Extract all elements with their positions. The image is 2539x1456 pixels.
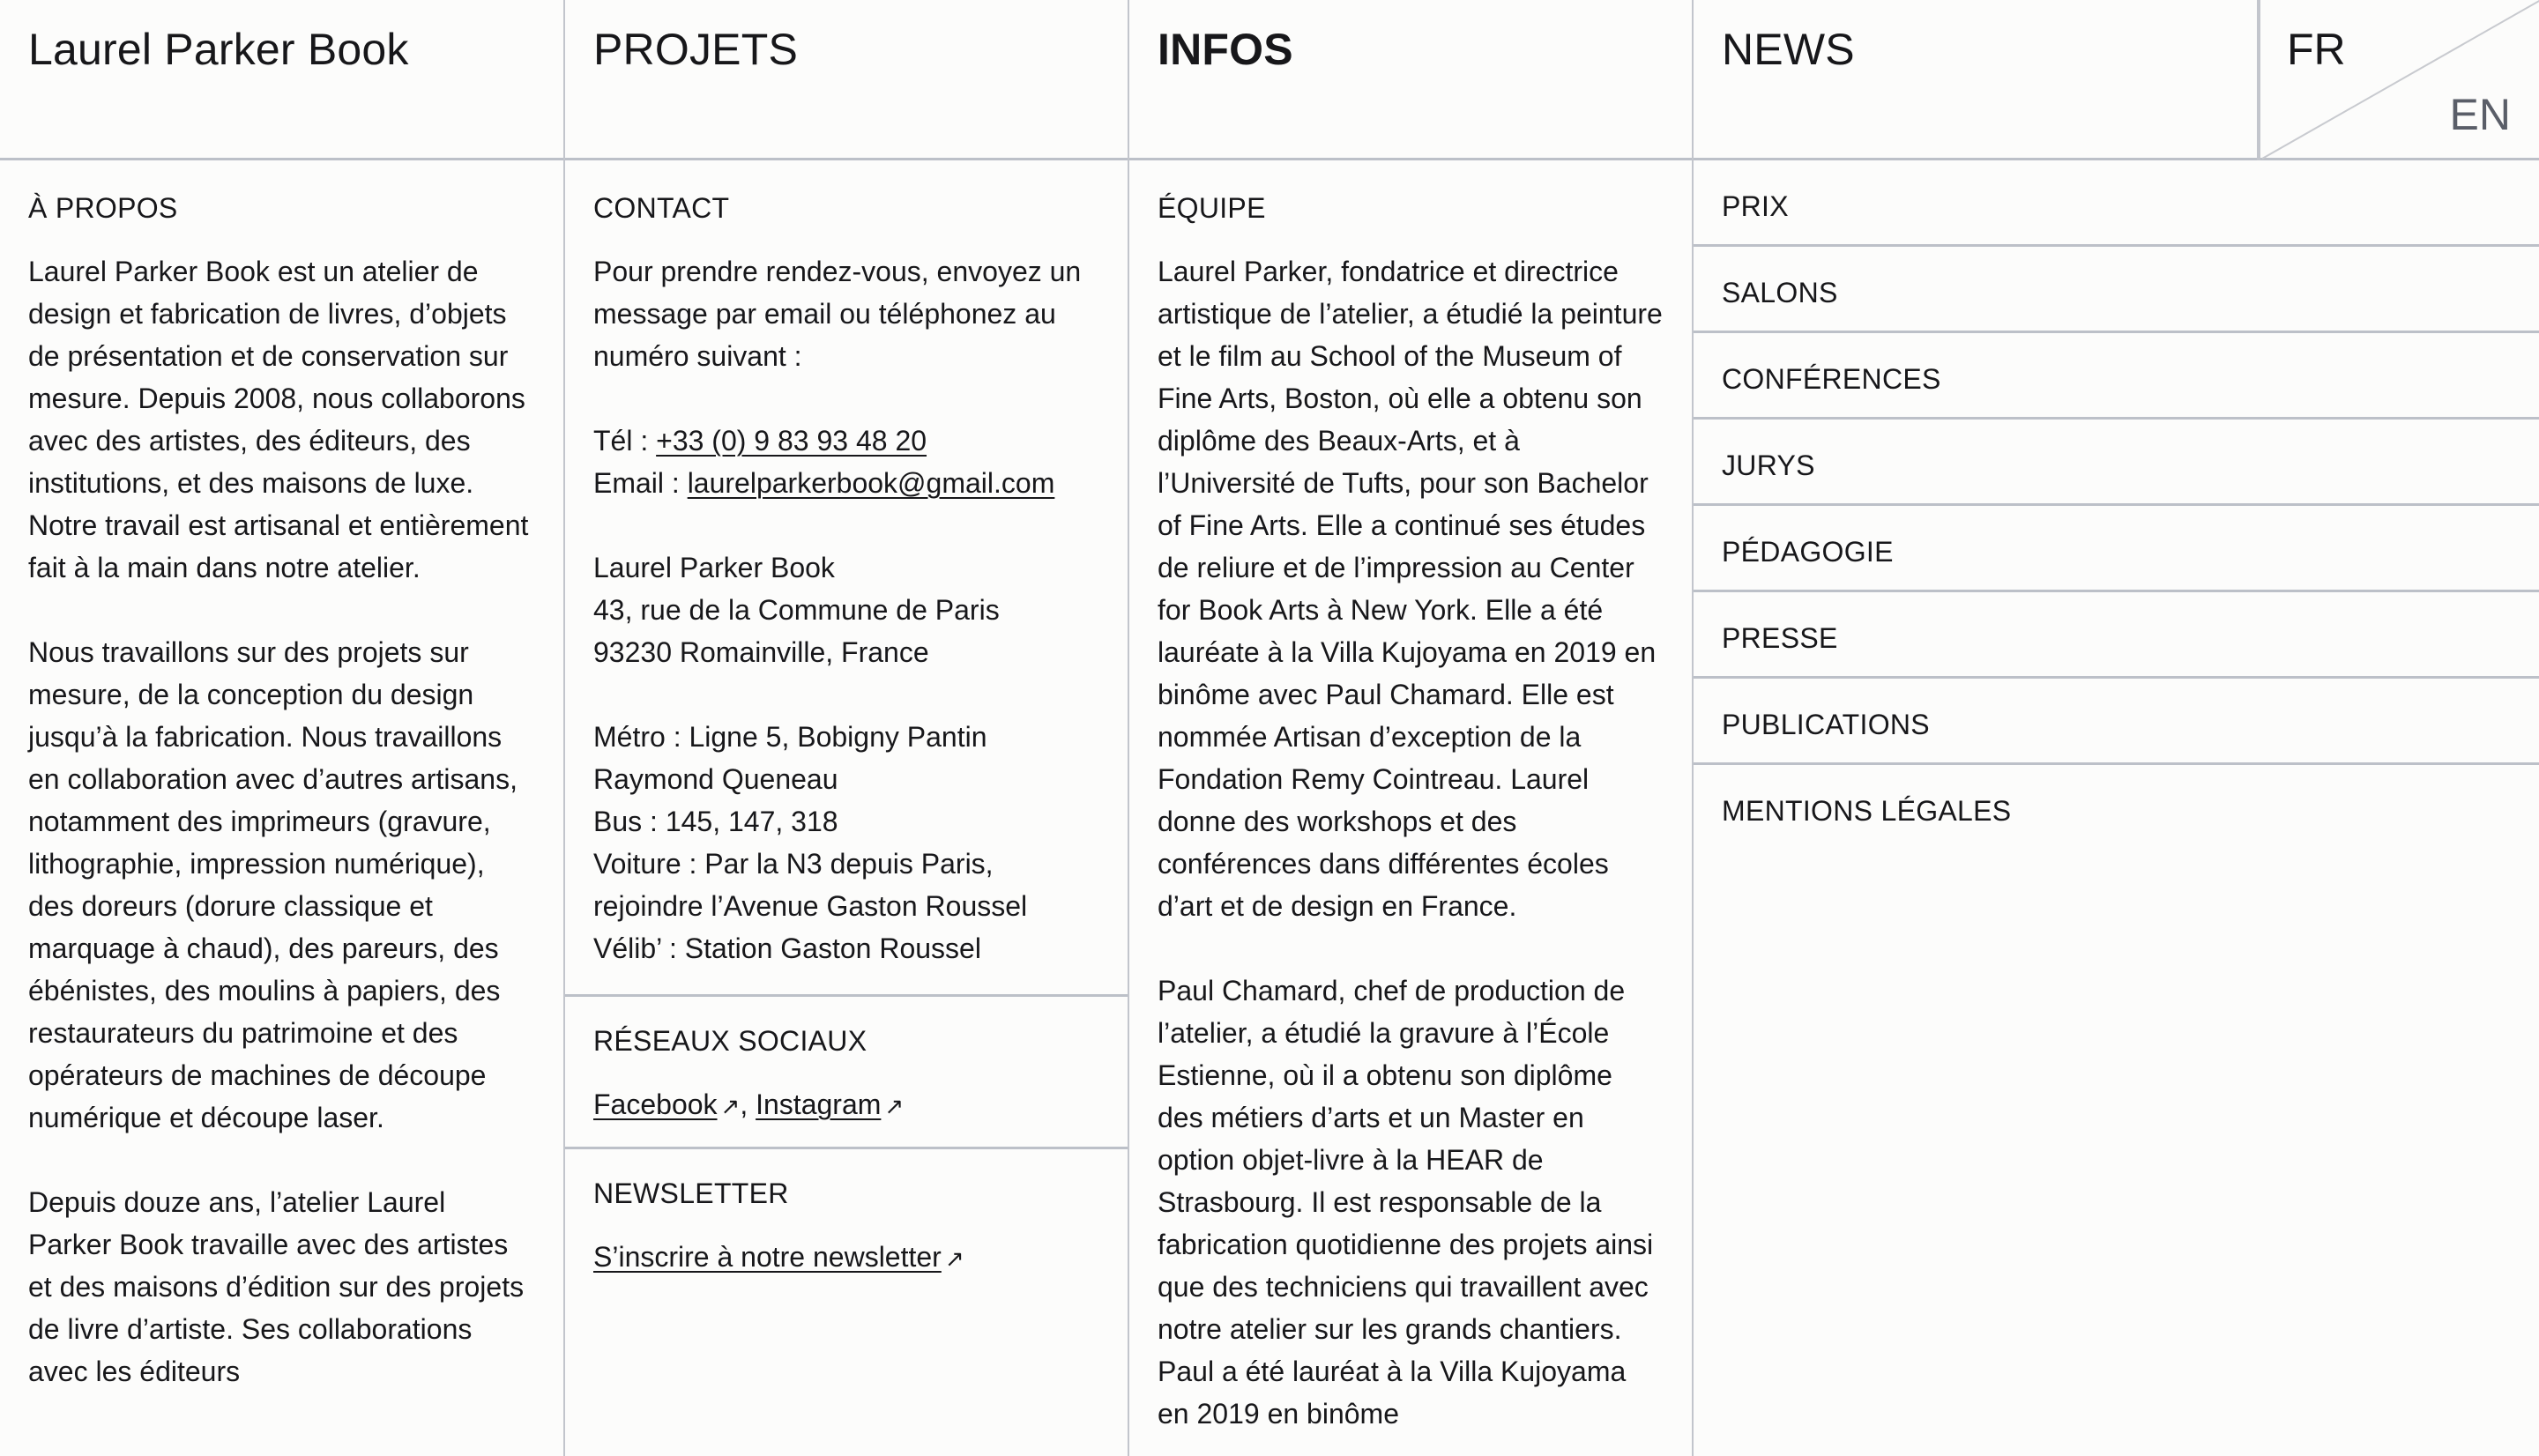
news-menu-item-jurys[interactable] [1694, 420, 2539, 506]
phone-line [593, 420, 1099, 462]
newsletter-title: NEWSLETTER [593, 1177, 789, 1209]
external-link-arrow-icon: ↗ [884, 1093, 905, 1119]
address-line: Laurel Parker Book [593, 552, 835, 583]
news-menu-item-mentions-legales[interactable] [1694, 765, 2539, 849]
news-menu-item-prix[interactable] [1694, 160, 2539, 247]
news-menu-item-pedagogie[interactable] [1694, 506, 2539, 592]
about-section [0, 160, 563, 1419]
about-paragraph: Laurel Parker Book est un atelier de design et fabrication de livres, d’objets de présentation et de conservation sur mesure. Depuis 2008, nous collaborons avec des artistes, des éditeurs, des institutions, et des maisons de luxe. Notre travail est artisanal et entièrement fait à la main dans notre atelier. [28, 256, 529, 583]
language-switcher [2259, 0, 2539, 160]
nav-news[interactable]: NEWS [1722, 25, 1855, 74]
transport-car: Voiture : Par la N3 depuis Paris, rejoindre l’Avenue Gaston Roussel [593, 848, 1028, 922]
about-paragraph: Depuis douze ans, l’atelier Laurel Parker Book travaille avec des artistes et des maisons d’édition sur des projets de livre d’artiste. Ses collaborations avec les éditeurs [28, 1186, 525, 1387]
about-column [0, 160, 565, 1456]
site-header [0, 0, 2539, 160]
nav-projets[interactable]: PROJETS [593, 25, 798, 74]
news-menu-label: CONFÉRENCES [1722, 363, 1941, 395]
team-section [1129, 160, 1692, 1456]
newsletter-line [593, 1236, 1099, 1280]
email-line [593, 462, 1099, 504]
facebook-link[interactable]: Facebook [593, 1088, 718, 1120]
nav-cell-news [1694, 0, 2259, 160]
brand-cell [0, 0, 565, 160]
phone-label: Tél : [593, 425, 657, 457]
news-menu-label: SALONS [1722, 277, 1838, 308]
news-menu-label: PRESSE [1722, 622, 1838, 654]
external-link-arrow-icon: ↗ [720, 1093, 741, 1119]
nav-cell-projets [565, 0, 1129, 160]
lang-en[interactable]: EN [2449, 90, 2511, 139]
contact-column [565, 160, 1129, 1456]
team-paragraph: Laurel Parker, fondatrice et directrice artistique de l’atelier, a étudié la peinture et le film au School of the Museum of Fine Arts, Boston, où elle a obtenu son diplôme des Beaux-Arts, et à l’Université de Tufts, pour son Bachelor of Fine Arts. Elle a continué ses études de reliure et de l’impression au Center for Book Arts à New York. Elle a été lauréate à la Villa Kujoyama en 2019 en binôme avec Paul Chamard. Elle est nommée Artisan d’exception de la Fondation Remy Cointreau. Laurel donne des workshops et des conférences dans différentes écoles d’art et de design en France. [1158, 256, 1663, 922]
about-paragraph: Nous travaillons sur des projets sur mesure, de la conception du design jusqu’à la fabrication. Nous travaillons en collaboration avec d’autres artisans, notamment des imprimeurs (gravure, lithographie, impression numérique), des doreurs (dorure classique et marquage à chaud), des pareurs, des ébénistes, des moulins à papiers, des restaurateurs du patrimoine et des opérateurs de machines de découpe numérique et découpe laser. [28, 636, 517, 1133]
news-menu-label: PRIX [1722, 190, 1789, 222]
news-menu-item-conferences[interactable] [1694, 333, 2539, 420]
transport-velib: Vélib’ : Station Gaston Roussel [593, 932, 981, 964]
social-section [565, 997, 1128, 1147]
instagram-link[interactable]: Instagram [756, 1088, 882, 1120]
team-column [1129, 160, 1694, 1456]
nav-cell-infos [1129, 0, 1694, 160]
news-menu-label: MENTIONS LÉGALES [1722, 795, 2012, 827]
contact-title: CONTACT [593, 192, 730, 224]
about-title: À PROPOS [28, 192, 178, 224]
newsletter-section [565, 1149, 1128, 1306]
news-menu-item-publications[interactable] [1694, 679, 2539, 765]
news-menu-item-presse[interactable] [1694, 592, 2539, 679]
newsletter-signup-link[interactable]: S’inscrire à notre newsletter [593, 1241, 942, 1273]
team-title: ÉQUIPE [1158, 192, 1266, 224]
news-menu-item-salons[interactable] [1694, 247, 2539, 333]
external-link-arrow-icon: ↗ [944, 1245, 964, 1272]
social-links [593, 1083, 1099, 1127]
lang-fr[interactable]: FR [2287, 25, 2346, 74]
news-menu-label: PÉDAGOGIE [1722, 536, 1894, 568]
transport-bus: Bus : 145, 147, 318 [593, 806, 838, 837]
address-line: 43, rue de la Commune de Paris [593, 594, 1000, 626]
contact-intro: Pour prendre rendez-vous, envoyez un message par email ou téléphonez au numéro suivant : [593, 256, 1082, 372]
news-menu-label: PUBLICATIONS [1722, 709, 1930, 740]
phone-link[interactable]: +33 (0) 9 83 93 48 20 [656, 425, 927, 457]
social-separator: , [740, 1088, 756, 1120]
email-link[interactable]: laurelparkerbook@gmail.com [687, 467, 1055, 499]
team-paragraph: Paul Chamard, chef de production de l’atelier, a étudié la gravure à l’École Estienne, où il a obtenu son diplôme des métiers d’arts et un Master en option objet-livre à la HEAR de Strasbourg. Il est responsable de la fabrication quotidienne des projets ainsi que des techniciens qui travaillent avec notre atelier sur les grands chantiers. Paul a été lauréat à la Villa Kujoyama en 2019 en binôme [1158, 975, 1654, 1430]
social-title: RÉSEAUX SOCIAUX [593, 1025, 867, 1057]
brand-logo-link[interactable]: Laurel Parker Book [28, 25, 409, 74]
transport-metro: Métro : Ligne 5, Bobigny Pantin Raymond Queneau [593, 721, 987, 795]
nav-infos[interactable]: INFOS [1158, 25, 1293, 74]
email-label: Email : [593, 467, 688, 499]
news-menu-label: JURYS [1722, 449, 1815, 481]
news-menu [1694, 160, 2539, 1456]
contact-section [565, 160, 1128, 994]
address-line: 93230 Romainville, France [593, 636, 929, 668]
